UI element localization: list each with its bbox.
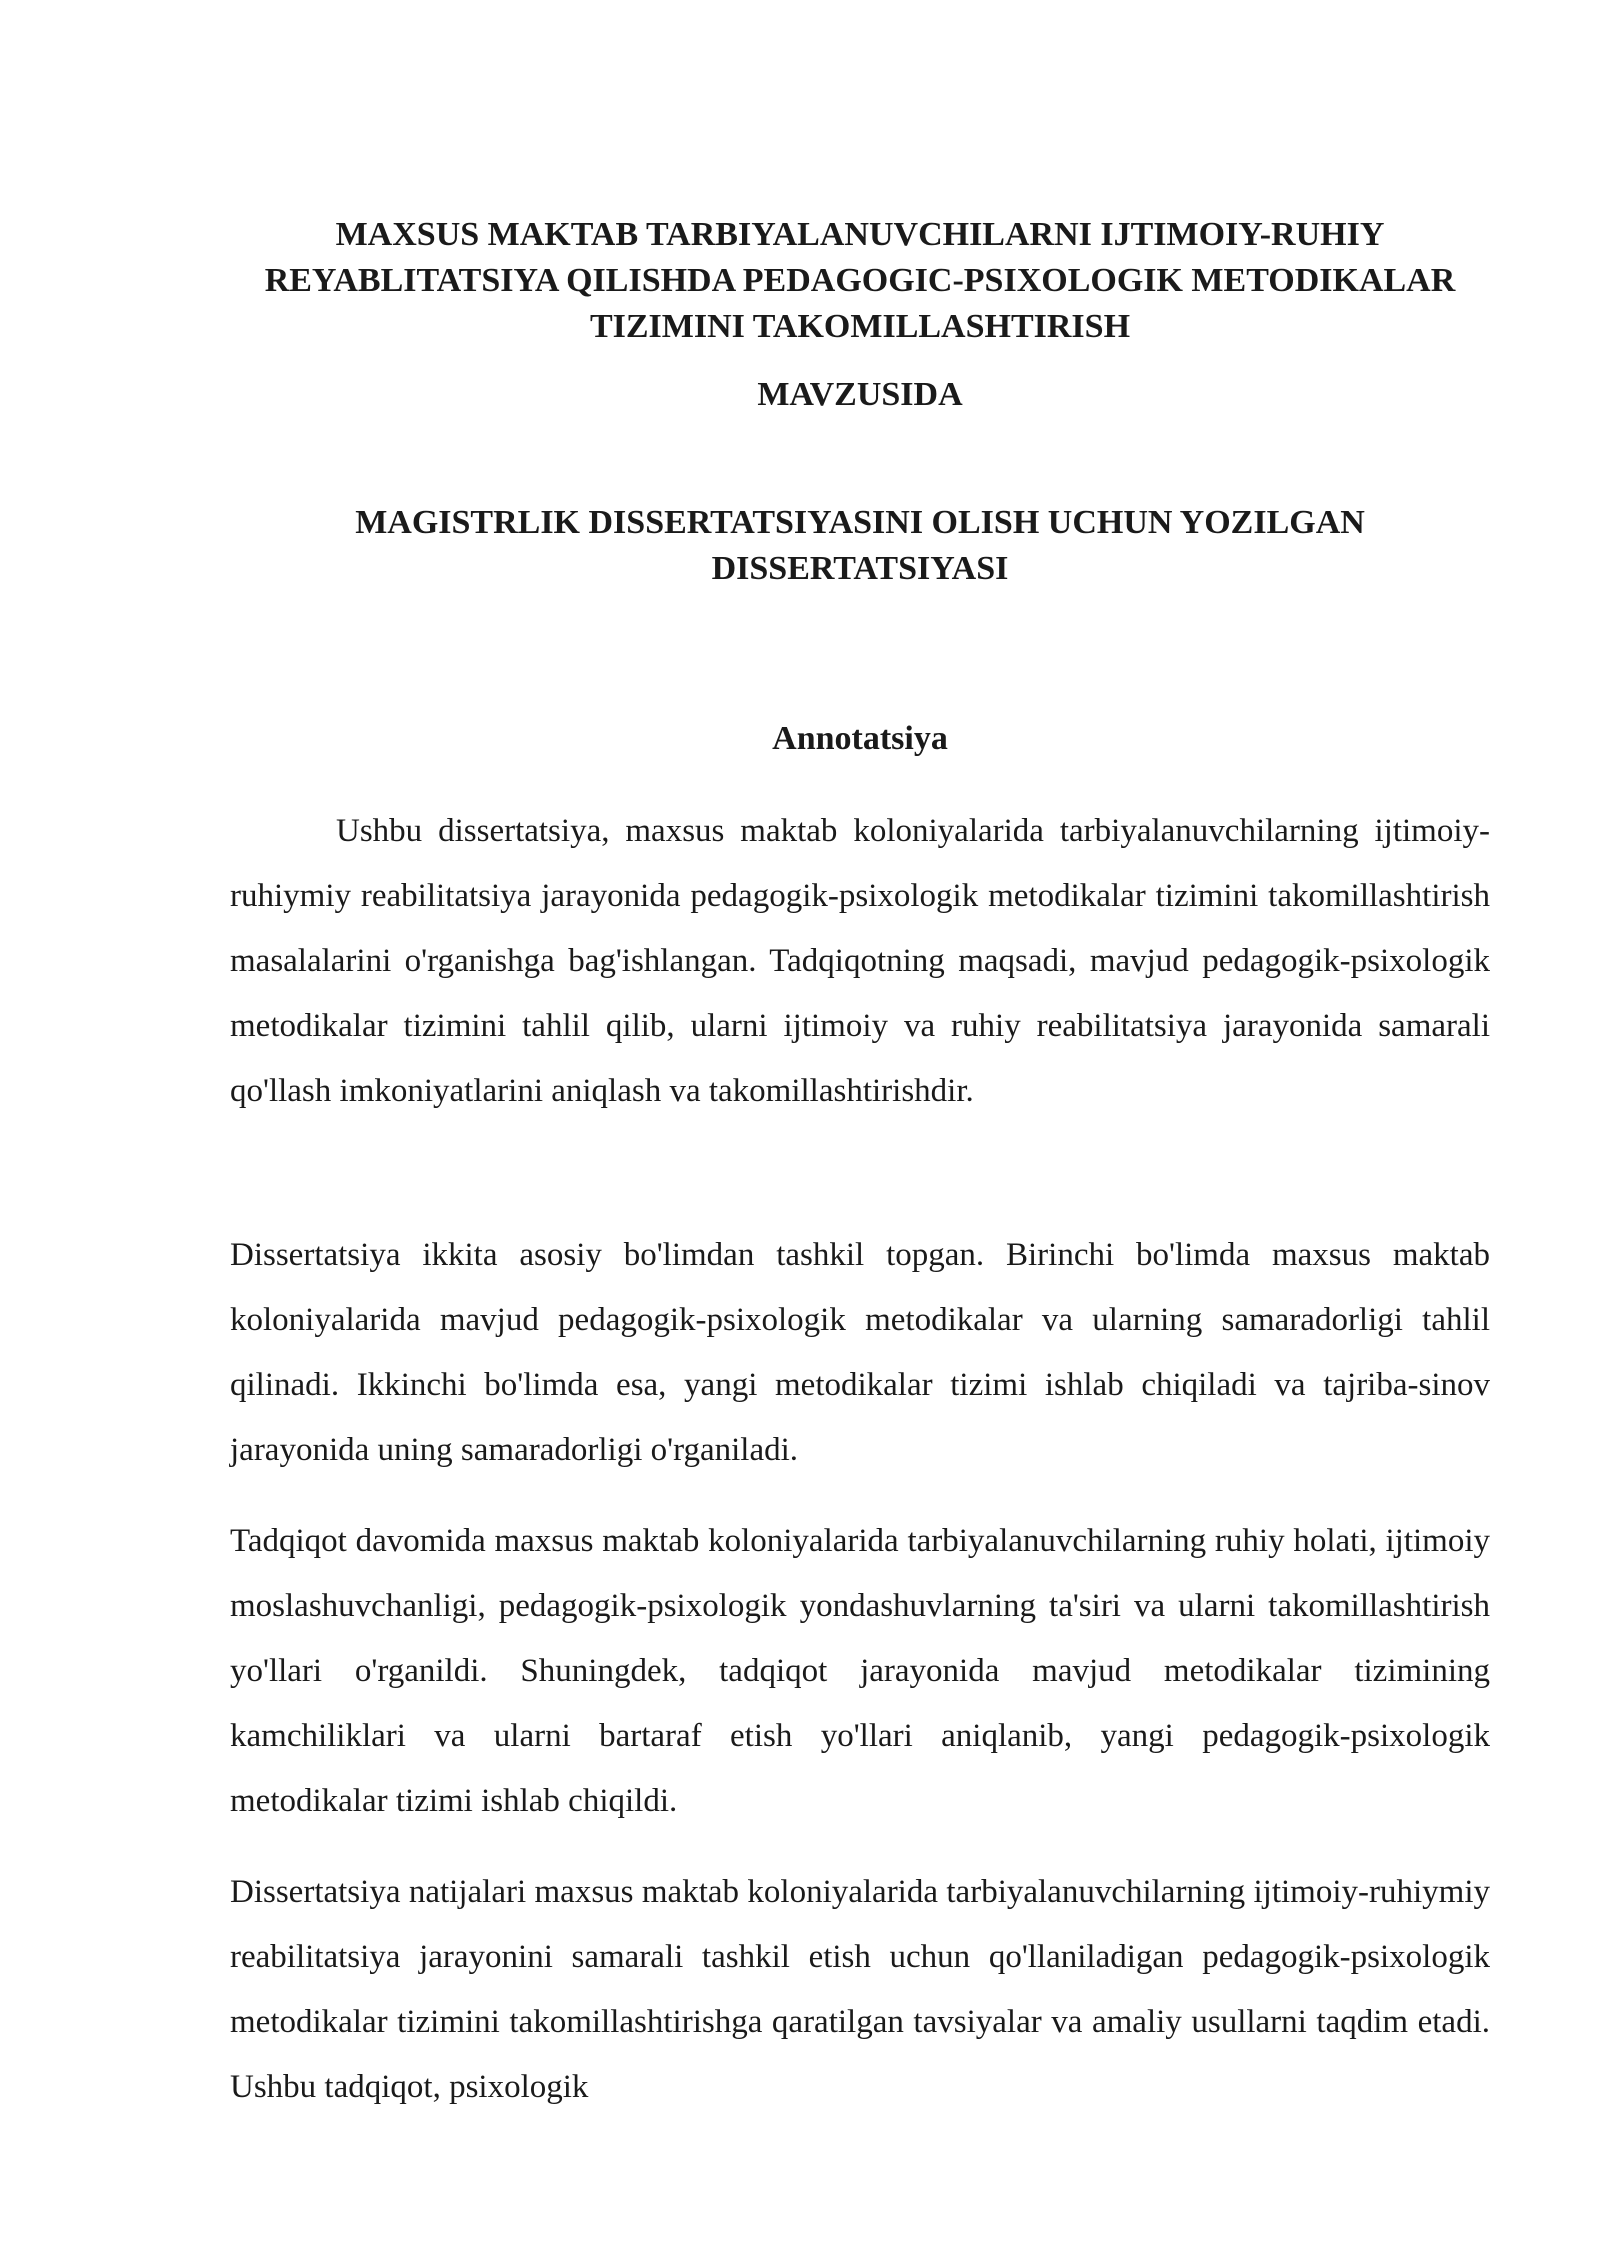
degree-heading: MAGISTRLIK DISSERTATSIYASINI OLISH UCHUN YOZILGAN DISSERTATSIYASI [355, 504, 1365, 587]
body-paragraph: Ushbu dissertatsiya, maxsus maktab koloniyalarida tarbiyalanuvchilarning ijtimoiy-ruhiymiy reabilitatsiya jarayonida pedagogik-psixologik metodikalar tizimini takomillashtirish masalalarini o'rganishga bag'ishlangan. Tadqiqotning maqsadi, mavjud pedagogik-psixologik metodikalar tizimini tahlil qilib, ularni ijtimoiy va ruhiy reabilitatsiya jarayonida samarali qo'llash imkoniyatlarini aniqlash va takomillashtirishdir. [230, 813, 1490, 1109]
body-paragraph: Dissertatsiya ikkita asosiy bo'limdan tashkil topgan. Birinchi bo'limda maxsus maktab koloniyalarida mavjud pedagogik-psixologik metodikalar va ularning samaradorligi tahlil qilinadi. Ikkinchi bo'limda esa, yangi metodikalar tizimi ishlab chiqiladi va tajriba-sinov jarayonida uning samaradorligi o'rganiladi. [230, 1237, 1490, 1468]
body-paragraph: Dissertatsiya natijalari maxsus maktab koloniyalarida tarbiyalanuvchilarning ijtimoiy-ruhiymiy reabilitatsiya jarayonini samarali tashkil etish uchun qo'llaniladigan pedagogik-psixologik metodikalar tizimini takomillashtirishga qaratilgan tavsiyalar va amaliy usullarni taqdim etadi. Ushbu tadqiqot, psixologik [230, 1874, 1490, 2105]
section-heading: Annotatsiya [772, 720, 948, 757]
document-title: MAXSUS MAKTAB TARBIYALANUVCHILARNI IJTIMOIY-RUHIY REYABLITATSIYA QILISHDA PEDAGOGIC-PSIXOLOGIK METODIKALAR TIZIMINI TAKOMILLASHTIRISH [264, 216, 1456, 345]
body-paragraph: Tadqiqot davomida maxsus maktab koloniyalarida tarbiyalanuvchilarning ruhiy holati, ijtimoiy moslashuvchanligi, pedagogik-psixologik yondashuvlarning ta'siri va ularni takomillashtirish yo'llari o'rganildi. Shuningdek, tadqiqot jarayonida mavjud metodikalar tizimining kamchiliklari va ularni bartaraf etish yo'llari aniqlanib, yangi pedagogik-psixologik metodikalar tizimi ishlab chiqildi. [230, 1523, 1490, 1819]
document-subtitle: MAVZUSIDA [757, 376, 963, 413]
